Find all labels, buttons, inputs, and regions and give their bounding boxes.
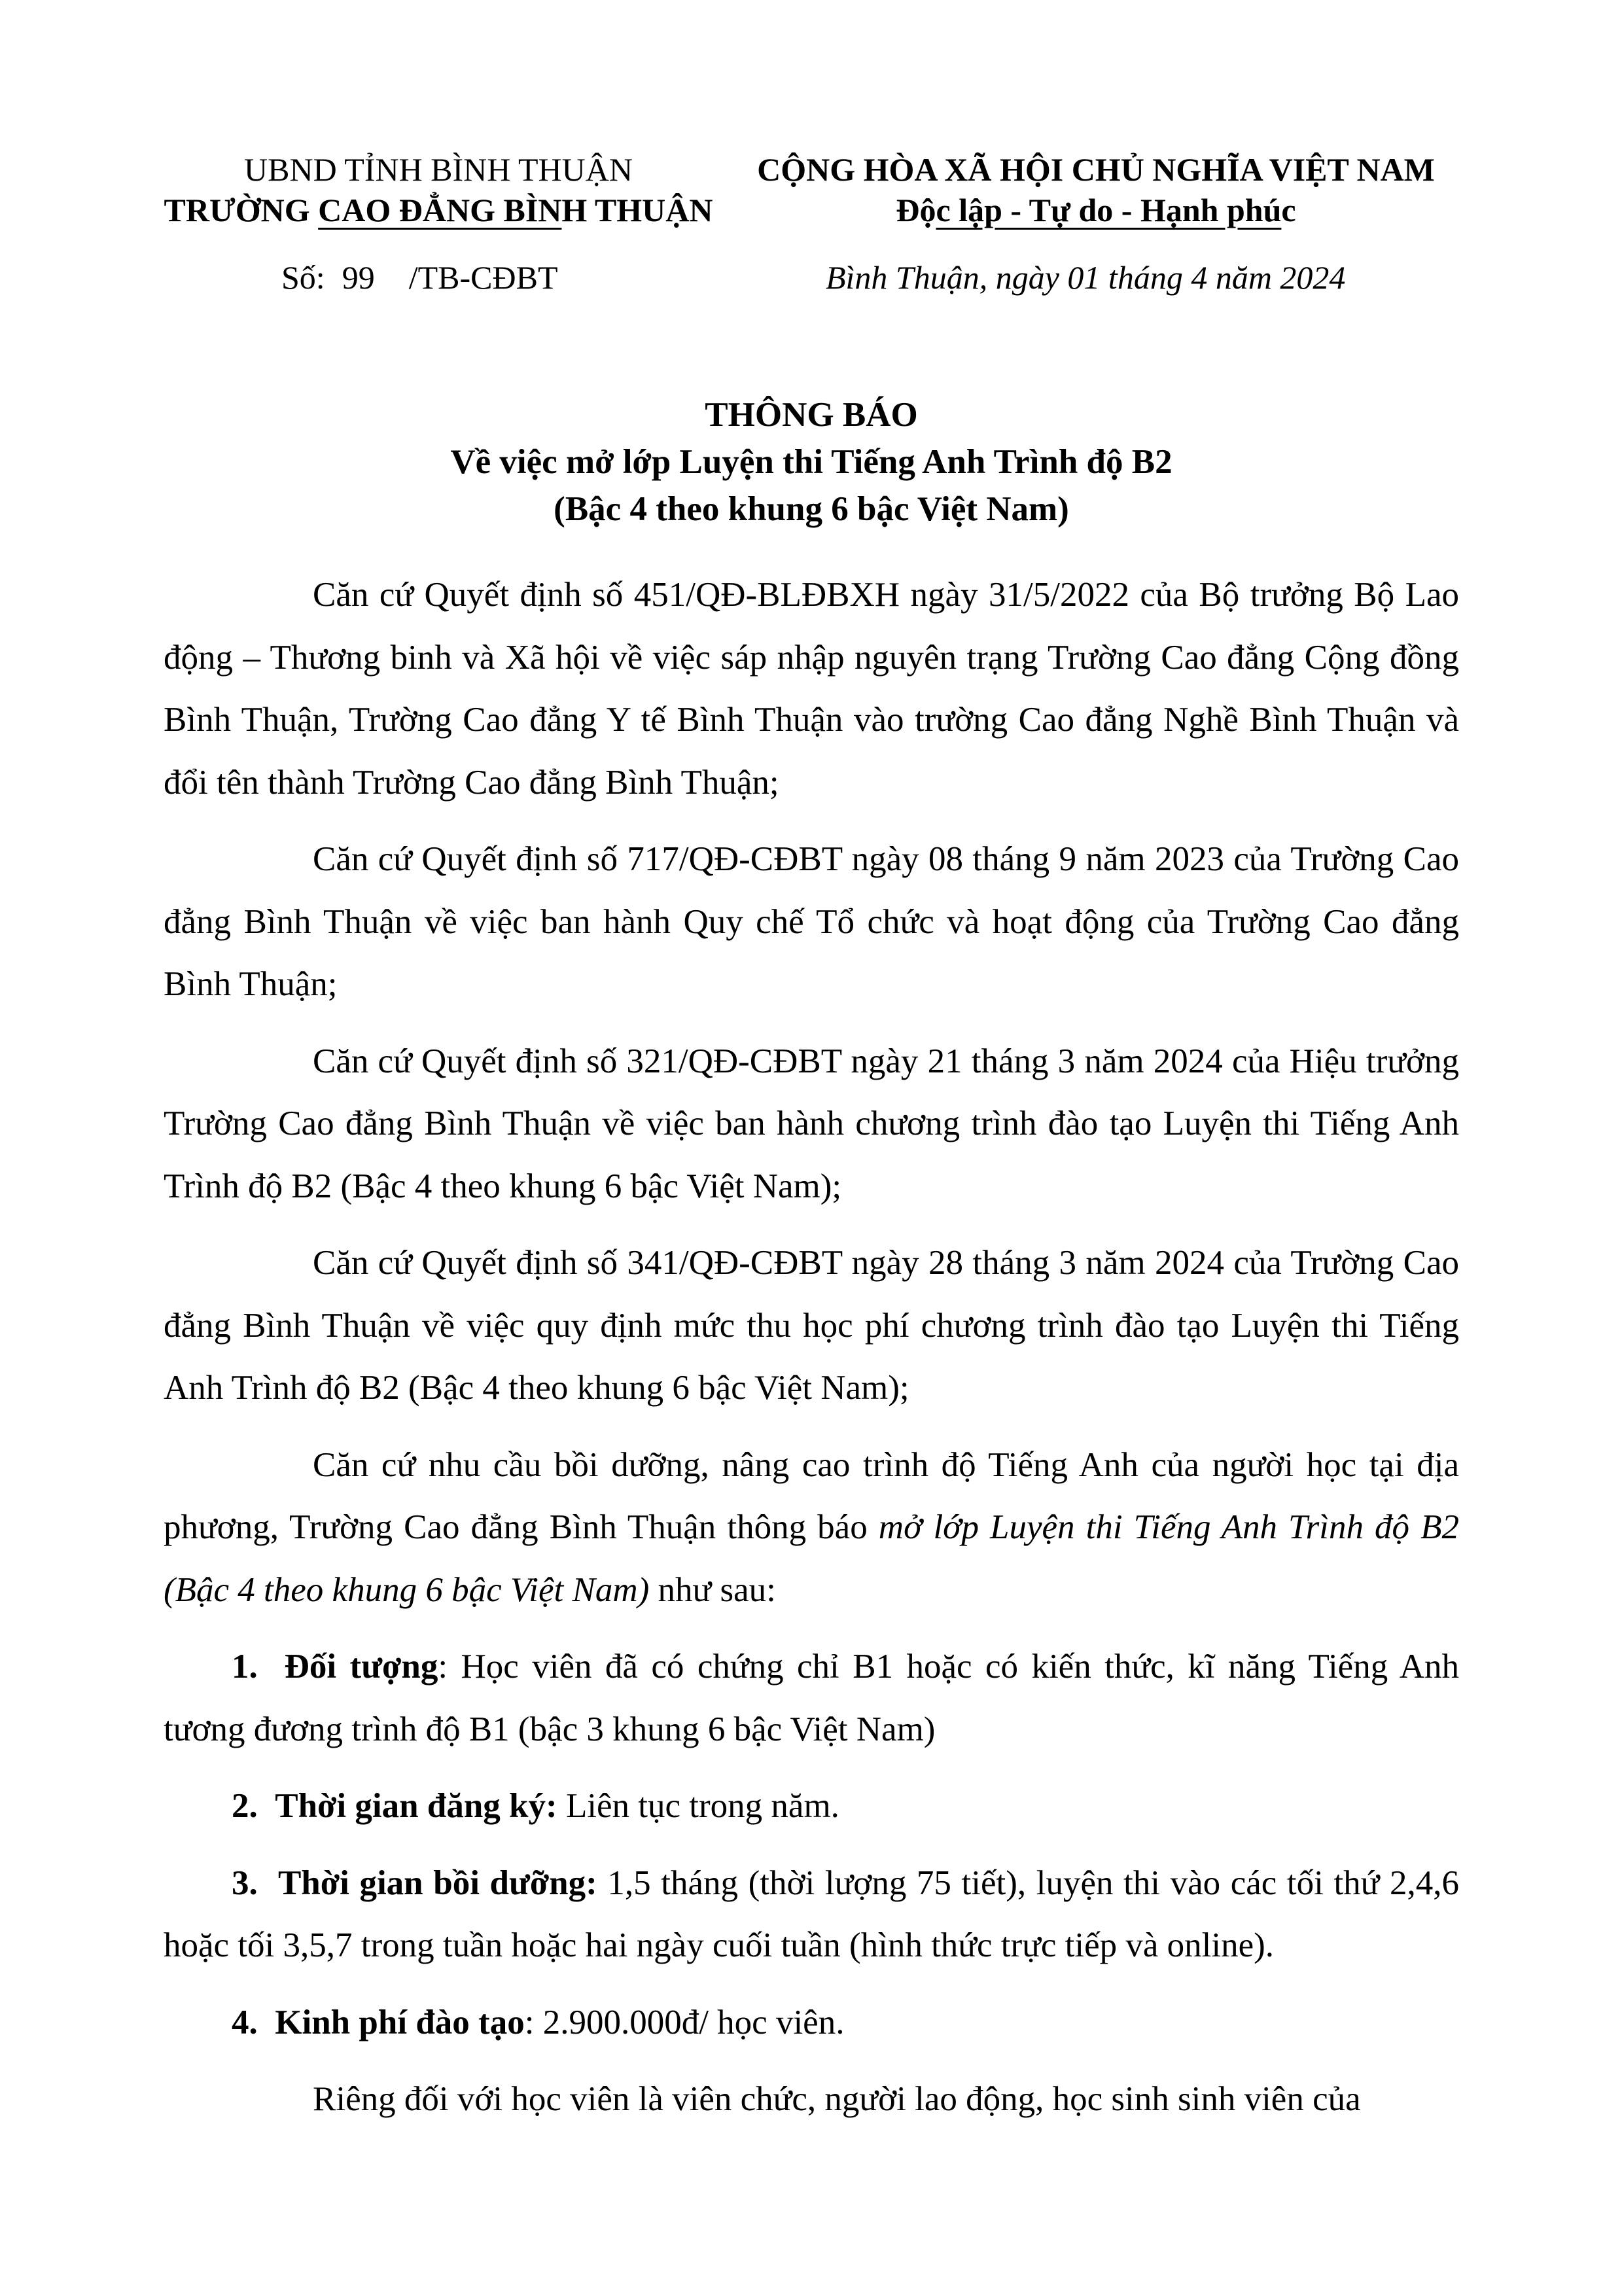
list-item (164, 1636, 1459, 1761)
item-label: Kinh phí đào tạo (275, 2003, 525, 2041)
announcement-text-end: như sau: (649, 1570, 776, 1609)
document-date: Bình Thuận, ngày 01 tháng 4 năm 2024 (826, 259, 1346, 296)
motto-underlined: c lập - Tự do - Hạnh phú (936, 192, 1282, 228)
item-text: 1,5 tháng (thời lượng 75 tiết), luyện thi vào các tối thứ 2,4,6 hoặc tối 3,5,7 trong tuần hoặc hai ngày cuối tuần (hình thức trực tiếp và online). (164, 1863, 1460, 1964)
list-item (164, 1992, 1459, 2055)
motto-suffix: c (1281, 192, 1296, 228)
title-subject: Về việc mở lớp Luyện thi Tiếng Anh Trình độ B2 (450, 443, 1172, 481)
motto-prefix: Độ (896, 192, 936, 228)
legal-basis-paragraph-3: Căn cứ Quyết định số 321/QĐ-CĐBT ngày 21 tháng 3 năm 2024 của Hiệu trưởng Trường Cao đẳng Bình Thuận về việc ban hành chương trình đào tạo Luyện thi Tiếng Anh Trình độ B2 (Bậc 4 theo khung 6 bậc Việt Nam); (164, 1042, 1459, 1205)
number-label: Số: (281, 259, 325, 296)
item-label: Đối tượng (284, 1648, 438, 1686)
nation-name: CỘNG HÒA XÃ HỘI CHỦ NGHĨA VIỆT NAM (757, 151, 1435, 188)
document-body (164, 564, 1459, 2131)
title-main: THÔNG BÁO (705, 396, 918, 434)
document-title (164, 391, 1459, 533)
item-separator (597, 1864, 608, 1902)
list-item (164, 1852, 1459, 1977)
item-text: Liên tục trong năm. (565, 1787, 839, 1825)
item-number: 4. (232, 2003, 258, 2041)
item-text: Học viên đã có chứng chỉ B1 hoặc có kiến thức, kĩ năng Tiếng Anh tương đương trình độ B1 (bậc 3 khung 6 bậc Việt Nam) (164, 1648, 1459, 1748)
legal-basis-paragraph-4: Căn cứ Quyết định số 341/QĐ-CĐBT ngày 28 tháng 3 năm 2024 của Trường Cao đẳng Bình Thuận về việc quy định mức thu học phí chương trình đào tạo Luyện thi Tiếng Anh Trình độ B2 (Bậc 4 theo khung 6 bậc Việt Nam); (164, 1244, 1459, 1407)
item-number: 2. (232, 1787, 258, 1825)
item-label: Thời gian đăng ký: (275, 1787, 557, 1825)
school-name-suffix: H THUẬN (561, 192, 713, 228)
item-label: Thời gian bồi dưỡng: (277, 1863, 597, 1902)
item-number: 1. (232, 1648, 258, 1686)
school-name (164, 190, 713, 230)
authority-name: UBND TỈNH BÌNH THUẬN (244, 151, 633, 188)
school-name-prefix: TRƯỜNG (164, 192, 319, 228)
announcement-text-start: Căn cứ nhu cầu bồi dưỡng, nâng cao trình độ Tiếng Anh của người học tại địa phương, Trường Cao đẳng Bình Thuận thông báo (164, 1445, 1459, 1546)
title-level: (Bậc 4 theo khung 6 bậc Việt Nam) (554, 490, 1069, 528)
item-separator: : (438, 1648, 461, 1686)
announcement-paragraph (164, 1434, 1459, 1622)
item-separator: : (524, 2003, 543, 2041)
item-separator (557, 1787, 566, 1825)
national-motto (733, 190, 1459, 230)
national-heading (733, 149, 1459, 230)
document-number (281, 258, 558, 296)
number-value: 99 (342, 259, 375, 296)
school-name-underlined: CAO ĐẲNG BÌN (318, 192, 562, 228)
special-case-paragraph: Riêng đối với học viên là viên chức, người lao động, học sinh sinh viên của (313, 2080, 1361, 2118)
item-number: 3. (232, 1863, 258, 1902)
list-item (164, 1775, 1459, 1838)
issuing-organization (164, 149, 713, 230)
item-text: 2.900.000đ/ học viên. (542, 2003, 845, 2041)
legal-basis-paragraph-1: Căn cứ Quyết định số 451/QĐ-BLĐBXH ngày 31/5/2022 của Bộ trưởng Bộ Lao động – Thương binh và Xã hội về việc sáp nhập nguyên trạng Trường Cao đẳng Cộng đồng Bình Thuận, Trường Cao đẳng Y tế Bình Thuận vào trường Cao đẳng Nghề Bình Thuận và đổi tên thành Trường Cao đẳng Bình Thuận; (164, 576, 1459, 802)
announcement-text-italic: mở lớp Luyện thi Tiếng Anh Trình độ B2 (Bậc 4 theo khung 6 bậc Việt Nam) (164, 1508, 1460, 1609)
legal-basis-paragraph-2: Căn cứ Quyết định số 717/QĐ-CĐBT ngày 08 tháng 9 năm 2023 của Trường Cao đẳng Bình Thuận về việc ban hành Quy chế Tổ chức và hoạt động của Trường Cao đẳng Bình Thuận; (164, 840, 1459, 1003)
number-suffix: /TB-CĐBT (408, 259, 558, 296)
